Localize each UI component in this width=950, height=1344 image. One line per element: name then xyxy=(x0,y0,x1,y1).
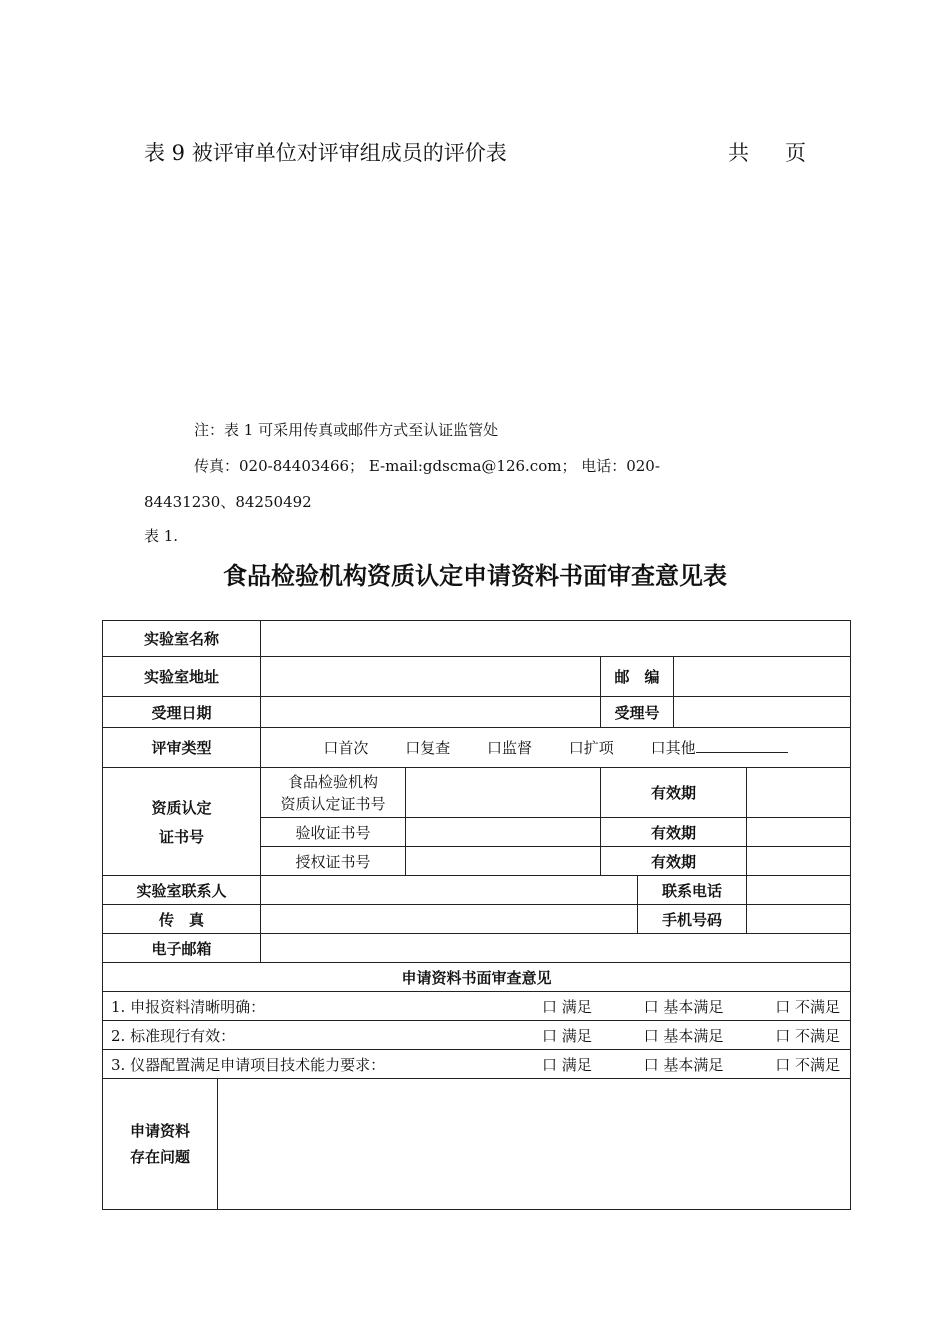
issues-field[interactable] xyxy=(218,1079,851,1210)
review-option-other[interactable] xyxy=(651,737,788,758)
accept-date-label: 受理日期 xyxy=(103,697,261,728)
postcode-label: 邮 编 xyxy=(601,657,674,697)
accept-no-field[interactable] xyxy=(674,697,851,728)
row-issues xyxy=(103,1079,851,1210)
criteria-cell-3 xyxy=(103,1050,851,1079)
option-unsatisfied[interactable]: 口 不满足 xyxy=(775,997,841,1016)
review-option-recheck[interactable]: 口复查 xyxy=(405,739,451,757)
option-satisfied[interactable]: 口 满足 xyxy=(542,1055,592,1074)
review-type-options xyxy=(261,728,851,768)
row-food-cert xyxy=(103,768,851,818)
page-count-prefix: 共 xyxy=(728,141,749,165)
food-cert-valid-label: 有效期 xyxy=(601,768,747,818)
row-accept xyxy=(103,697,851,728)
mobile-label: 手机号码 xyxy=(638,905,747,934)
food-cert-label xyxy=(261,768,406,818)
review-type-label: 评审类型 xyxy=(103,728,261,768)
option-satisfied[interactable]: 口 满足 xyxy=(542,1026,592,1045)
page-count-label xyxy=(728,137,806,167)
acceptance-cert-field[interactable] xyxy=(406,818,601,847)
cert-no-label-line1: 资质认定 xyxy=(151,798,212,817)
review-section-heading: 申请资料书面审查意见 xyxy=(103,963,851,992)
food-cert-valid-field[interactable] xyxy=(747,768,851,818)
table9-title: 表 9 被评审单位对评审组成员的评价表 xyxy=(144,141,507,165)
criteria-cell-2 xyxy=(103,1021,851,1050)
fax-label: 传 真 xyxy=(103,905,261,934)
row-fax xyxy=(103,905,851,934)
review-option-other-label: 口其他 xyxy=(650,739,696,757)
lab-address-field[interactable] xyxy=(261,657,601,697)
criteria-row xyxy=(103,1021,851,1050)
review-form-table xyxy=(102,620,851,1210)
review-option-extension[interactable]: 口扩项 xyxy=(568,739,614,757)
lab-address-label: 实验室地址 xyxy=(103,657,261,697)
table1-label: 表 1. xyxy=(144,527,179,545)
acceptance-cert-label: 验收证书号 xyxy=(261,818,406,847)
accept-no-label: 受理号 xyxy=(601,697,674,728)
email-label: 电子邮箱 xyxy=(103,934,261,963)
row-review-type xyxy=(103,728,851,768)
form-title: 食品检验机构资质认定申请资料书面审查意见表 xyxy=(223,562,727,590)
food-cert-label-line1: 食品检验机构 xyxy=(288,772,379,791)
issues-label-line1: 申请资料 xyxy=(129,1122,190,1140)
acceptance-valid-label: 有效期 xyxy=(601,818,747,847)
food-cert-field[interactable] xyxy=(406,768,601,818)
acceptance-valid-field[interactable] xyxy=(747,818,851,847)
option-satisfied[interactable]: 口 满足 xyxy=(542,997,592,1016)
cert-no-label xyxy=(103,768,261,876)
criteria-question: 1. 申报资料清晰明确： xyxy=(111,997,266,1016)
row-lab-name xyxy=(103,621,851,657)
criteria-row xyxy=(103,1050,851,1079)
option-unsatisfied[interactable]: 口 不满足 xyxy=(775,1055,841,1074)
email-field[interactable] xyxy=(261,934,851,963)
review-option-supervision[interactable]: 口监督 xyxy=(487,739,533,757)
authorization-valid-label: 有效期 xyxy=(601,847,747,876)
note-line-2: 传真：020-84403466； E-mail:gdscma@126.com； 电话：020- xyxy=(194,457,660,475)
page-count-suffix: 页 xyxy=(785,141,806,165)
row-email xyxy=(103,934,851,963)
option-basically-satisfied[interactable]: 口 基本满足 xyxy=(643,1055,724,1074)
contact-phone-field[interactable] xyxy=(747,876,851,905)
authorization-cert-label: 授权证书号 xyxy=(261,847,406,876)
criteria-row xyxy=(103,992,851,1021)
option-unsatisfied[interactable]: 口 不满足 xyxy=(775,1026,841,1045)
contact-person-label: 实验室联系人 xyxy=(103,876,261,905)
other-blank-line[interactable] xyxy=(696,738,788,753)
note-line-1: 注：表 1 可采用传真或邮件方式至认证监管处 xyxy=(194,421,499,439)
row-contact xyxy=(103,876,851,905)
row-review-section xyxy=(103,963,851,992)
cert-no-label-line2: 证书号 xyxy=(159,827,205,846)
authorization-valid-field[interactable] xyxy=(747,847,851,876)
review-option-first[interactable]: 口首次 xyxy=(323,739,369,757)
accept-date-field[interactable] xyxy=(261,697,601,728)
issues-label-line2: 存在问题 xyxy=(129,1148,190,1166)
food-cert-label-line2: 资质认定证书号 xyxy=(280,794,386,813)
criteria-cell-1 xyxy=(103,992,851,1021)
fax-field[interactable] xyxy=(261,905,638,934)
lab-name-field[interactable] xyxy=(261,621,851,657)
contact-phone-label: 联系电话 xyxy=(638,876,747,905)
postcode-field[interactable] xyxy=(674,657,851,697)
mobile-field[interactable] xyxy=(747,905,851,934)
criteria-question: 3. 仪器配置满足申请项目技术能力要求： xyxy=(111,1055,386,1074)
contact-person-field[interactable] xyxy=(261,876,638,905)
option-basically-satisfied[interactable]: 口 基本满足 xyxy=(643,1026,724,1045)
authorization-cert-field[interactable] xyxy=(406,847,601,876)
row-lab-address xyxy=(103,657,851,697)
lab-name-label: 实验室名称 xyxy=(103,621,261,657)
note-line-3: 84431230、84250492 xyxy=(144,493,312,511)
issues-label xyxy=(103,1079,218,1210)
criteria-question: 2. 标准现行有效： xyxy=(111,1026,236,1045)
option-basically-satisfied[interactable]: 口 基本满足 xyxy=(643,997,724,1016)
